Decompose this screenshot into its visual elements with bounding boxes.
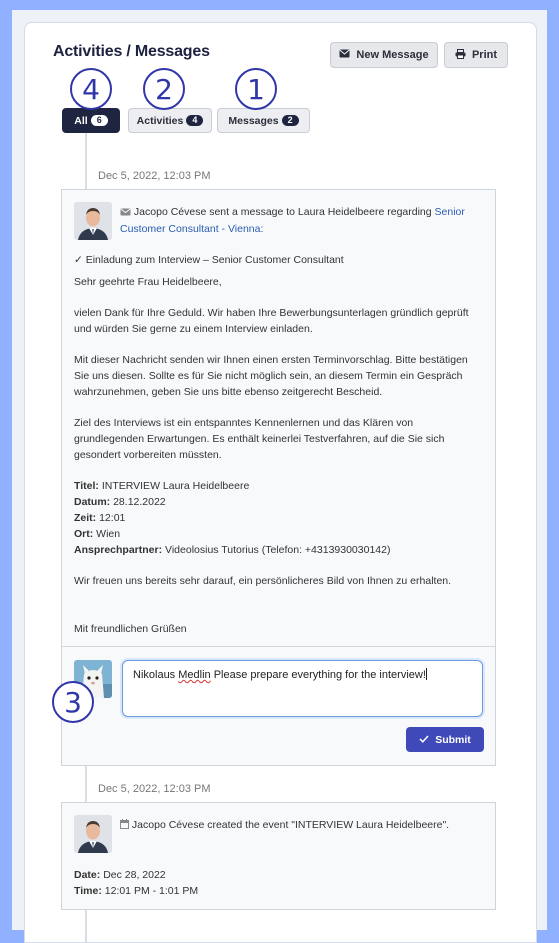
job-link[interactable]: Senior Customer Consultant - Vienna:: [120, 206, 465, 235]
print-button[interactable]: [444, 42, 508, 68]
avatar-sender: [74, 815, 112, 853]
event-headline-text: Jacopo Cévese created the event "INTERVIEW Laura Heidelbeere".: [131, 819, 450, 831]
detail-row: Ansprechpartner: Videolosius Tutorius (Telefon: +4313930030142): [74, 544, 391, 556]
event-details: [74, 867, 198, 899]
callout-3: 3: [52, 681, 94, 723]
check-icon: [419, 734, 429, 746]
headline-text: Jacopo Cévese sent a message to Laura Heidelbeere regarding: [133, 206, 432, 218]
message-closing: Mit freundlichen Grüßen: [74, 623, 187, 635]
event-headline: [120, 817, 490, 834]
activities-panel: [24, 22, 537, 943]
tab-messages-label: Messages: [228, 114, 279, 127]
tab-all-label: All: [74, 114, 88, 127]
detail-row: Time: 12:01 PM - 1:01 PM: [74, 885, 199, 897]
text-cursor: [426, 668, 427, 680]
message-body: [74, 252, 484, 652]
callout-4: 4: [70, 68, 112, 110]
message-paragraph: Ziel des Interviews ist ein entspanntes Kennenlernen und das Klären von grundlegenden Erwartungen. Es enthält keinerlei Testverfahren, auf die Sie sich gesondert vorbereiten müssten.: [74, 417, 445, 461]
message-paragraph: Wir freuen uns bereits sehr darauf, ein persönlicheres Bild von Ihnen zu erhalten.: [74, 575, 452, 587]
new-message-label: New Message: [356, 49, 429, 61]
event-card: [61, 802, 496, 910]
print-label: Print: [471, 49, 498, 61]
entry-date: Dec 5, 2022, 12:03 PM: [98, 170, 211, 182]
message-headline: [120, 204, 490, 237]
callout-1: 1: [235, 68, 277, 110]
reply-input[interactable]: [122, 660, 483, 717]
message-subject: ✓ Einladung zum Interview – Senior Customer Consultant: [74, 254, 344, 266]
callout-2: 2: [143, 68, 185, 110]
message-card: [61, 189, 496, 766]
envelope-icon: [120, 205, 131, 221]
reply-text: Please prepare everything for the interview!: [210, 669, 426, 681]
detail-row: Ort: Wien: [74, 528, 121, 540]
tab-all[interactable]: [62, 108, 120, 133]
divider: [62, 646, 495, 647]
submit-label: Submit: [435, 733, 471, 746]
new-message-button[interactable]: [330, 42, 438, 68]
detail-row: Zeit: 12:01: [74, 512, 126, 524]
tab-messages[interactable]: [217, 108, 310, 133]
entry-date: Dec 5, 2022, 12:03 PM: [98, 783, 211, 795]
tab-activities-count: 4: [186, 115, 203, 126]
submit-button[interactable]: [406, 727, 484, 752]
calendar-icon: [120, 818, 129, 834]
envelope-icon: [339, 49, 350, 61]
mention-last-name: Medlin: [178, 669, 211, 681]
detail-row: Datum: 28.12.2022: [74, 496, 166, 508]
tab-messages-count: 2: [282, 115, 299, 126]
message-paragraph: Mit dieser Nachricht senden wir Ihnen einen ersten Terminvorschlag. Bitte bestätigen Sie uns diesen. Sollte es für Sie nicht möglich sein, an diesem Termin ein Gespräch wahrzunehmen, geben Sie uns bitte ebenso zeitgerecht Bescheid.: [74, 354, 468, 398]
tab-activities[interactable]: [128, 108, 212, 133]
detail-row: Date: Dec 28, 2022: [74, 869, 166, 881]
page-title: Activities / Messages: [53, 43, 210, 60]
tab-all-count: 6: [91, 115, 108, 126]
message-greeting: Sehr geehrte Frau Heidelbeere,: [74, 276, 222, 288]
interview-details: [74, 478, 484, 558]
detail-row: Titel: INTERVIEW Laura Heidelbeere: [74, 480, 250, 492]
printer-icon: [455, 49, 466, 62]
mention-first-name: Nikolaus: [133, 669, 176, 681]
avatar-sender: [74, 202, 112, 240]
tab-activities-label: Activities: [136, 114, 184, 127]
message-paragraph: vielen Dank für Ihre Geduld. Wir haben Ihre Bewerbungsunterlagen gründlich geprüft und würden Sie gerne zu einem Interview einladen.: [74, 307, 469, 335]
